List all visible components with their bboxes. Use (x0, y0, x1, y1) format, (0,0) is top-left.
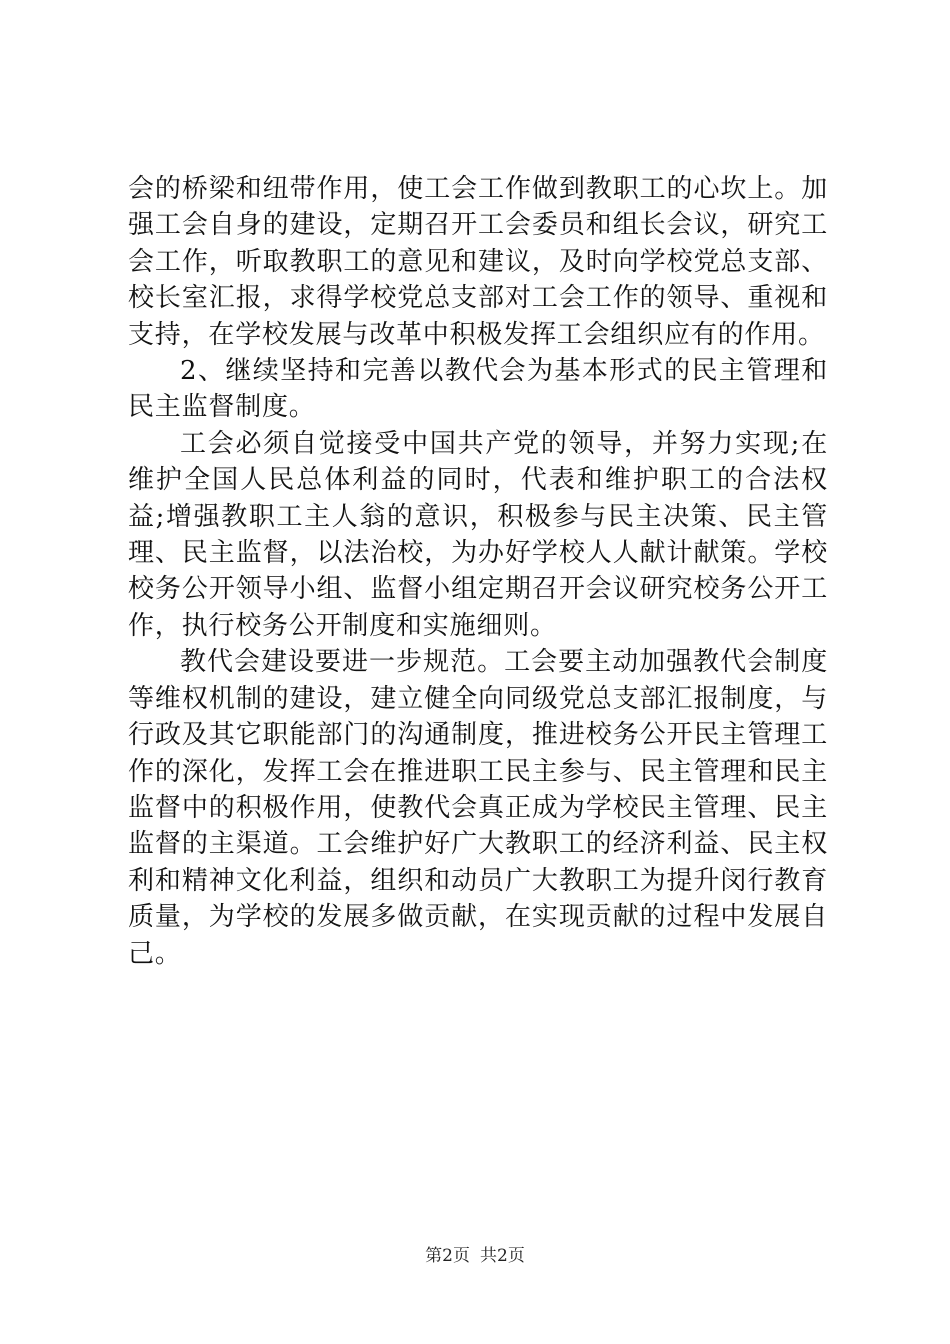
page-footer (0, 1244, 950, 1268)
document-body (128, 171, 828, 972)
paragraph-section-2-heading: 2、继续坚持和完善以教代会为基本形式的民主管理和民主监督制度。 (128, 356, 828, 423)
paragraph-union-leadership: 工会必须自觉接受中国共产党的领导，并努力实现;在维护全国人民总体利益的同时，代表和维护职工的合法权益;增强教职工主人翁的意识，积极参与民主决策、民主管理、民主监督，以法治校，为办好学校人人献计献策。学校校务公开领导小组、监督小组定期召开会议研究校务公开工作，执行校务公开制度和实施细则。 (128, 428, 828, 641)
paragraph-congress-construction: 教代会建设要进一步规范。工会要主动加强教代会制度等维权机制的建设，建立健全向同级党总支部汇报制度，与行政及其它职能部门的沟通制度，推进校务公开民主管理工作的深化，发挥工会在推进职工民主参与、民主管理和民主监督中的积极作用，使教代会真正成为学校民主管理、民主监督的主渠道。工会维护好广大教职工的经济利益、民主权利和精神文化利益，组织和动员广大教职工为提升闵行教育质量，为学校的发展多做贡献，在实现贡献的过程中发展自己。 (128, 647, 828, 969)
page-total: 共2页 (480, 1246, 525, 1266)
page-number: 第2页 (425, 1246, 470, 1266)
paragraph-continuation: 会的桥梁和纽带作用，使工会工作做到教职工的心坎上。加强工会自身的建设，定期召开工会委员和组长会议，研究工会工作，听取教职工的意见和建议，及时向学校党总支部、校长室汇报，求得学校党总支部对工会工作的领导、重视和支持，在学校发展与改革中积极发挥工会组织应有的作用。 (128, 174, 828, 350)
